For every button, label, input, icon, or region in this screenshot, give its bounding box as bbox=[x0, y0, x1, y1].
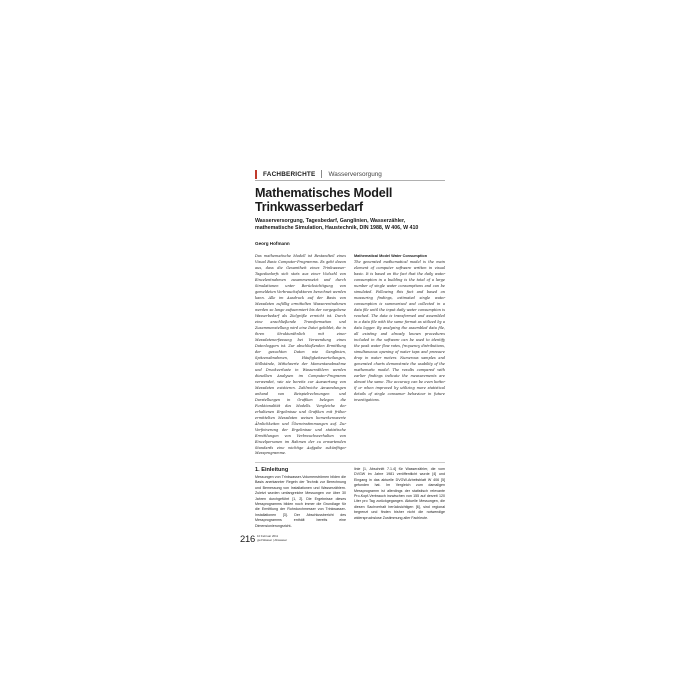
page-number: 216 bbox=[240, 533, 256, 544]
abstract-english: The generated mathematical model is the main element of computer software written in visual basic. It is based on the fact that the daily water consumption in a building is the total of a large number of single water consumptions and can be simulated. Following this fact and based on measuring findings, estimated single water consumption is summarized and collected in a data file until the input daily water consumption is reached. The data is transformed and assembled in a data file with the same format as utilized by a data logger. By analysing the assembled data file, all existing and already known procedures included in the software can be used to identify the peak water flow rates, frequency distributions, simultaneous opening of water taps and pressure drop in water meters. Numerous samples and generated charts demonstrate the usability of the mathematic model. The results compared with earlier findings indicate the measurements are almost the same. The accuracy can be even better if or when improved by utilizing more statistical details of single consumer behaviour in future investigations. bbox=[354, 260, 445, 402]
abstract-english-title: Mathematical Model Water Consumption bbox=[354, 254, 428, 258]
article-keywords: Wasserversorgung, Tagesbedarf, Ganglinien, Wasserzähler, mathematische Simulation, Haustechnik, DIN 1988, W 406, W 410 bbox=[255, 218, 419, 232]
header-separator bbox=[321, 170, 322, 178]
footer-journal: gwf-Wasser | Abwasser bbox=[257, 538, 288, 543]
section-divider bbox=[255, 462, 445, 463]
header-accent-mark bbox=[255, 170, 257, 179]
section-header bbox=[255, 168, 445, 180]
article-title: Mathematisches Modell Trinkwasserbedarf bbox=[255, 186, 393, 214]
footer-date: 10 Februar 2011 bbox=[257, 534, 279, 538]
abstract-german: Das mathematische Modell ist Bestandteil eines Visual Basic Computer-Programms. Es geht davon aus, dass die Gesamtheit eines Trinkwasser-Tagesbedarfs sich stets aus einer Vielzahl von Einzelentnahmen zusammensetzt und durch Simulationen unter Berücksichtigung von gemeldeten Verbrauchsfaktoren berechnet werden kann. Alle im Ausdruck auf der Basis von Messdaten zufällig ermittelten Wasserentnahmen werden so lange aufsummiert bis der vorgegebene Wasserbedarf als Zielgröße erreicht ist. Durch eine anschließende Transformation und Zusammenstellung wird eine Datei gebildet, die in ihren Strukturähnlich mit einer Messdatenerfassung bei Verwendung eines Datenloggers ist. Zur abschließenden Ermittlung der gesuchten Daten wie Ganglinien, Spitzenabnahmen, Häufigkeitsverteilungen, Stillstände, Mittelwerte der Momentanabnahme und Druckverluste in Wasserzählern werden dieselben Analysen im Computer-Programm verwendet, wie sie bereits zur Auswertung von Messdaten existieren. Zahlreiche Anwendungen anhand von Beispielrechnungen und Darstellungen in Grafiken belegen die Funktionalität des Modells. Vergleiche der erhaltenen Ergebnisse und Grafiken mit früher ermittelten Messdaten weisen bemerkenswerte Ähnlichkeiten und Übereinstimmungen auf. Zur Verfeinerung der Ergebnisse und statistische Ermittlungen von Verbrauchsverhalten von Einzelpersonen im Rahmen der zu erwartenden Standards eine wichtige Aufgabe zukünftiger Messprogramme. bbox=[255, 254, 346, 456]
article-author: Georg Hofmann bbox=[255, 241, 290, 246]
header-topic-label: Wasserversorgung bbox=[328, 170, 382, 178]
header-rule bbox=[255, 180, 445, 181]
body-text-left-column: Messungen von Trinkwasser-Volumenströmen bilden die Basis anerkannter Regeln der Technik zur Berechnung und Bemessung von Installationen und Wasserzählern. Zuletzt wurden umfangreiche Messungen vor über 30 Jahren durchgeführt [1, 2]. Die Ergebnisse dieses Messprogramms bilden noch immer die Grundlage für die Ermittlung der Rohrdurchmesser von Trinkwasser-Installationen [3]. Der Abschlussbericht des Messprogramms enthält bereits eine Dimensionierungsricht- bbox=[255, 475, 346, 528]
body-text-right-column: linie [1, Abschnitt 7.1.4] für Wasserzähler, die vom DVGW im Jahre 1981 veröffentlicht wurde [4] und Eingang in das aktuelle DVGW-Arbeitsblatt W 406 [5] gefunden hat. Im Vergleich zum damaligen Messprogramm ist allerdings der statistisch relevante Pro-Kopf-Verbrauch inzwischen von 155 auf derzeit 120 Liter pro Tag zurückgegangen. Aktuelle Messungen, die diesen Sachverhalt berücksichtigen [6], sind regional begrenzt und finden bisher nicht die notwendige widerspruchslose Zustimmung aller Fachleute. bbox=[354, 467, 445, 520]
footer-publication-info bbox=[257, 534, 317, 542]
section-heading-introduction: 1. Einleitung bbox=[255, 467, 289, 473]
header-section-label: FACHBERICHTE bbox=[263, 170, 316, 178]
